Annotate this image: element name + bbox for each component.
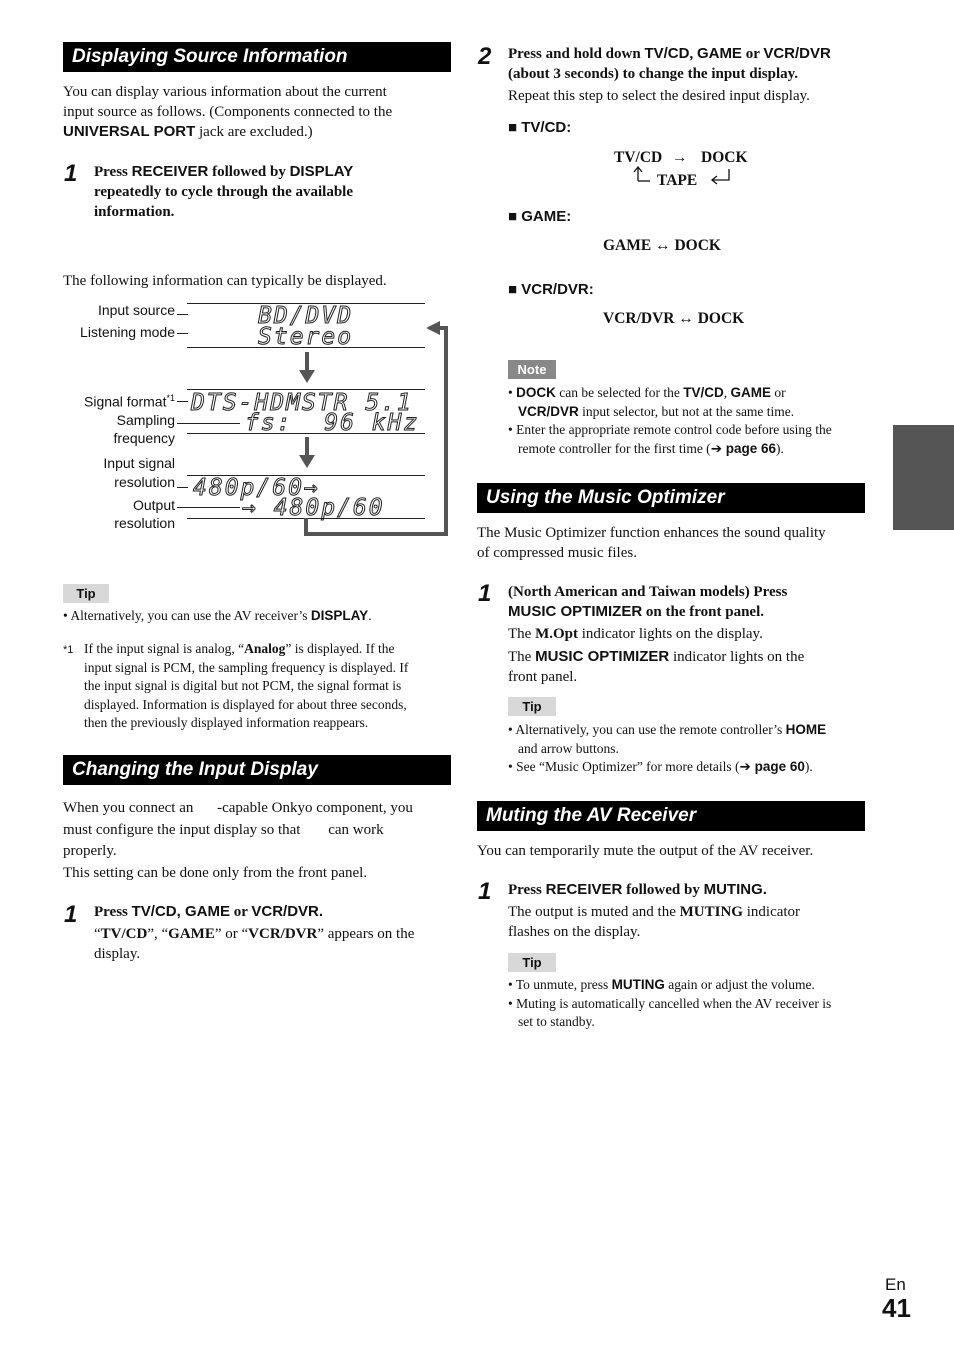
step-line: (about 3 seconds) to change the input display.	[508, 66, 799, 82]
tip-item	[508, 758, 868, 777]
footnote-line: the input signal is digital but not PCM, the signal format is	[84, 678, 402, 693]
text: ” is displayed. If the	[285, 641, 395, 656]
result-line	[508, 647, 868, 667]
label-output: Output	[132, 497, 175, 513]
subheading-tvcd: ■ TV/CD:	[508, 119, 572, 136]
step-number: 2	[478, 43, 492, 70]
tip-item: • Muting is automatically cancelled when the AV receiver is	[508, 995, 832, 1011]
analog-term: Analog	[244, 641, 286, 656]
section-title-displaying-source-info: Displaying Source Information	[63, 42, 451, 72]
muting-term: MUTING	[679, 904, 743, 920]
step-line	[94, 162, 454, 182]
text: Signal format	[84, 393, 167, 410]
tip-item	[508, 721, 868, 740]
text: • Alternatively, you can use the remote controller’s	[508, 722, 786, 737]
text: or	[229, 904, 252, 920]
label-input-signal: Input signal	[103, 455, 175, 471]
label-output-resolution: resolution	[114, 515, 175, 531]
label-input-source: Input source	[97, 302, 175, 318]
step-line	[508, 880, 868, 900]
step-line	[508, 602, 868, 622]
text: indicator lights on the	[669, 649, 805, 665]
game-key: GAME	[696, 45, 742, 62]
vcr-dvr-key: VCR/DVR.	[251, 903, 324, 920]
footnote-marker	[63, 640, 83, 660]
music-optimizer-key: MUSIC OPTIMIZER	[508, 603, 643, 620]
following-text: The following information can typically be displayed.	[63, 273, 387, 289]
leader-line	[177, 423, 240, 424]
para-line	[63, 797, 455, 819]
tvcd-term: TV/CD	[683, 385, 724, 400]
text: The	[508, 649, 536, 665]
para-line: The Music Optimizer function enhances the sound quality	[477, 525, 826, 541]
text: Press	[508, 882, 546, 898]
lcd-listening-mode: Stereo	[258, 324, 354, 350]
leader-line	[177, 507, 240, 508]
step-line: information.	[94, 204, 175, 220]
changing-input-paragraph	[63, 797, 455, 883]
tip-item: and arrow buttons.	[518, 740, 619, 756]
intro-line: You can display various information about the current	[63, 84, 387, 100]
leader-line	[177, 487, 188, 488]
flow-tvcd-start: TV/CD	[614, 149, 663, 166]
display-key: DISPLAY	[310, 608, 369, 623]
tip-label: Tip	[508, 953, 556, 972]
game-term: GAME	[730, 385, 772, 400]
muting-key: MUTING	[611, 977, 665, 992]
step-result	[508, 902, 868, 942]
step-line: (North American and Taiwan models) Press	[508, 584, 788, 600]
lcd-input-resolution: 480p/60→	[193, 475, 320, 501]
tip-item	[508, 976, 868, 995]
flow-tape: TAPE	[657, 172, 698, 189]
section-title-changing-input-display: Changing the Input Display	[63, 755, 451, 785]
note-item	[508, 403, 868, 422]
tip-list	[508, 976, 868, 1032]
receiver-key: RECEIVER	[545, 881, 623, 898]
flow-arrow: →	[672, 149, 688, 166]
flow-dock: DOCK	[701, 149, 748, 166]
footnote-ref: *1	[166, 393, 175, 403]
tip-item: set to standby.	[518, 1014, 595, 1029]
lcd-signal-format: DTS-HDMSTR 5.1	[191, 390, 413, 416]
display-key: DISPLAY	[289, 163, 354, 180]
section-title-music-optimizer: Using the Music Optimizer	[477, 483, 865, 513]
subheading-vcr-dvr: ■ VCR/DVR:	[508, 281, 594, 298]
step-line: repeatedly to cycle through the available	[94, 184, 353, 200]
label-listening-mode: Listening mode	[80, 324, 175, 340]
text: •	[508, 385, 517, 400]
text: • Alternatively, you can use the AV receiver’s	[63, 608, 311, 623]
label-signal-format	[40, 389, 175, 411]
label-frequency: frequency	[113, 430, 175, 446]
tvcd-term: TV/CD	[100, 926, 148, 942]
note-item	[508, 440, 868, 459]
mopt-term: M.Opt	[535, 626, 578, 642]
text: • See “Music Optimizer” for more details (	[508, 759, 740, 774]
text: ” or “	[214, 926, 249, 942]
text: ” appears on the	[317, 926, 415, 942]
text: • To unmute, press	[508, 977, 612, 992]
tip-list	[508, 721, 868, 777]
step-result: Repeat this step to select the desired input display.	[508, 88, 810, 104]
step-instruction	[508, 582, 868, 622]
intro-text: jack are excluded.)	[195, 124, 313, 140]
tip-label: Tip	[508, 697, 556, 716]
footnote-line: then the previously displayed information reappears.	[84, 715, 369, 730]
home-key: HOME	[785, 722, 827, 737]
text: -capable Onkyo component, you	[217, 800, 413, 816]
para-line: of compressed music files.	[477, 545, 637, 561]
label-input-resolution: resolution	[114, 474, 175, 490]
page-number: 41	[882, 1293, 911, 1323]
step-number: 1	[478, 878, 492, 905]
result-line	[508, 902, 868, 922]
text: indicator lights on the display.	[578, 626, 763, 642]
text: or	[741, 46, 764, 62]
step-instruction	[508, 880, 868, 900]
page-ref-arrow-icon: ➔	[710, 440, 722, 456]
text: “	[94, 926, 101, 942]
return-arrow-icon	[630, 166, 652, 184]
text: The	[508, 626, 536, 642]
para-line: This setting can be done only from the front panel.	[63, 865, 368, 881]
return-arrow-icon	[709, 168, 733, 186]
intro-paragraph	[63, 82, 453, 142]
label-sampling: Sampling	[116, 412, 175, 428]
note-label: Note	[508, 360, 556, 379]
text: indicator	[742, 904, 801, 920]
vcr-dvr-term: VCR/DVR	[518, 403, 579, 419]
footnote-mark: *1	[63, 644, 74, 656]
subheading-game: ■ GAME:	[508, 208, 572, 225]
step-number: 1	[478, 580, 492, 607]
side-thumb-tab	[893, 425, 954, 530]
step-line	[94, 902, 454, 922]
lcd-output-resolution: → 480p/60	[242, 495, 385, 521]
footnote-line: input signal is PCM, the sampling frequency is displayed. If	[84, 659, 409, 675]
text: ,	[723, 385, 731, 400]
footnote-line	[84, 640, 454, 659]
muting-key: MUTING.	[703, 881, 767, 898]
result-line: front panel.	[508, 669, 578, 685]
step-instruction	[94, 902, 454, 922]
result-line: flashes on the display.	[508, 924, 641, 940]
flow-game: GAME ↔ DOCK	[603, 237, 721, 254]
result-line: display.	[94, 946, 141, 962]
text: on the front panel.	[642, 604, 764, 620]
lcd-input-source: BD/DVD	[258, 303, 354, 329]
text: When you connect an	[63, 800, 198, 816]
vcr-dvr-term: VCR/DVR	[248, 926, 318, 942]
result-line	[94, 924, 456, 944]
para-line: properly.	[63, 843, 117, 859]
para-line	[63, 819, 455, 841]
leader-line	[177, 333, 188, 334]
page-ref-link[interactable]: page 60	[750, 759, 805, 774]
vcr-dvr-key: VCR/DVR	[763, 45, 831, 62]
text: must configure the input display so that	[63, 822, 305, 838]
page-ref-arrow-icon: ➔	[739, 759, 751, 774]
step-result	[94, 924, 456, 964]
text: Press	[94, 164, 132, 180]
text: .	[368, 608, 372, 623]
note-list	[508, 384, 868, 458]
leader-line	[177, 314, 188, 315]
input-keys: TV/CD, GAME	[131, 903, 230, 920]
leader-line	[177, 401, 188, 402]
footnote-text	[84, 640, 454, 733]
step-number: 1	[64, 901, 78, 928]
dock-term: DOCK	[516, 385, 556, 400]
step-result	[508, 624, 868, 687]
text: input selector, but not at the same time.	[578, 403, 795, 419]
text: can be selected for the	[555, 385, 684, 400]
text: Press and hold down	[508, 46, 645, 62]
text: The output is muted and the	[508, 904, 680, 920]
text: ).	[776, 440, 784, 456]
music-optimizer-paragraph	[477, 523, 869, 563]
step-number: 1	[64, 160, 78, 187]
receiver-key: RECEIVER	[131, 163, 209, 180]
intro-line: input source as follows. (Components connected to the	[63, 104, 393, 120]
muting-paragraph: You can temporarily mute the output of the AV receiver.	[477, 843, 814, 859]
text: ).	[804, 759, 813, 774]
universal-port-label: UNIVERSAL PORT	[63, 123, 196, 140]
music-optimizer-term: MUSIC OPTIMIZER	[535, 648, 670, 665]
tip-text	[63, 607, 453, 626]
page-ref-link[interactable]: page 66	[722, 440, 777, 456]
text: followed by	[622, 882, 704, 898]
note-item	[508, 384, 868, 403]
flow-vcr-dvr: VCR/DVR ↔ DOCK	[603, 310, 745, 327]
step-instruction	[94, 162, 454, 222]
text: followed by	[208, 164, 290, 180]
text: ,	[689, 46, 697, 62]
section-title-muting: Muting the AV Receiver	[477, 801, 865, 831]
text: can work	[328, 822, 384, 838]
tip-label: Tip	[63, 584, 109, 603]
language-label: En	[885, 1275, 906, 1294]
text: Press	[94, 904, 132, 920]
step-instruction	[508, 44, 868, 84]
step-line	[508, 44, 868, 64]
lcd-sampling-frequency: fs: 96 kHz	[245, 410, 420, 436]
intro-line	[63, 122, 453, 142]
game-term: GAME	[168, 926, 215, 942]
text: ”, “	[147, 926, 169, 942]
text: or	[771, 385, 786, 400]
text: If the input signal is analog, “	[84, 641, 245, 656]
loop-back-arrow	[300, 318, 452, 542]
result-line	[508, 624, 868, 644]
text: remote controller for the first time (	[518, 440, 711, 456]
text: again or adjust the volume.	[664, 977, 815, 992]
tvcd-key: TV/CD	[644, 45, 690, 62]
footnote-line: displayed. Information is displayed for about three seconds,	[84, 696, 407, 712]
note-item: • Enter the appropriate remote control code before using the	[508, 422, 832, 437]
